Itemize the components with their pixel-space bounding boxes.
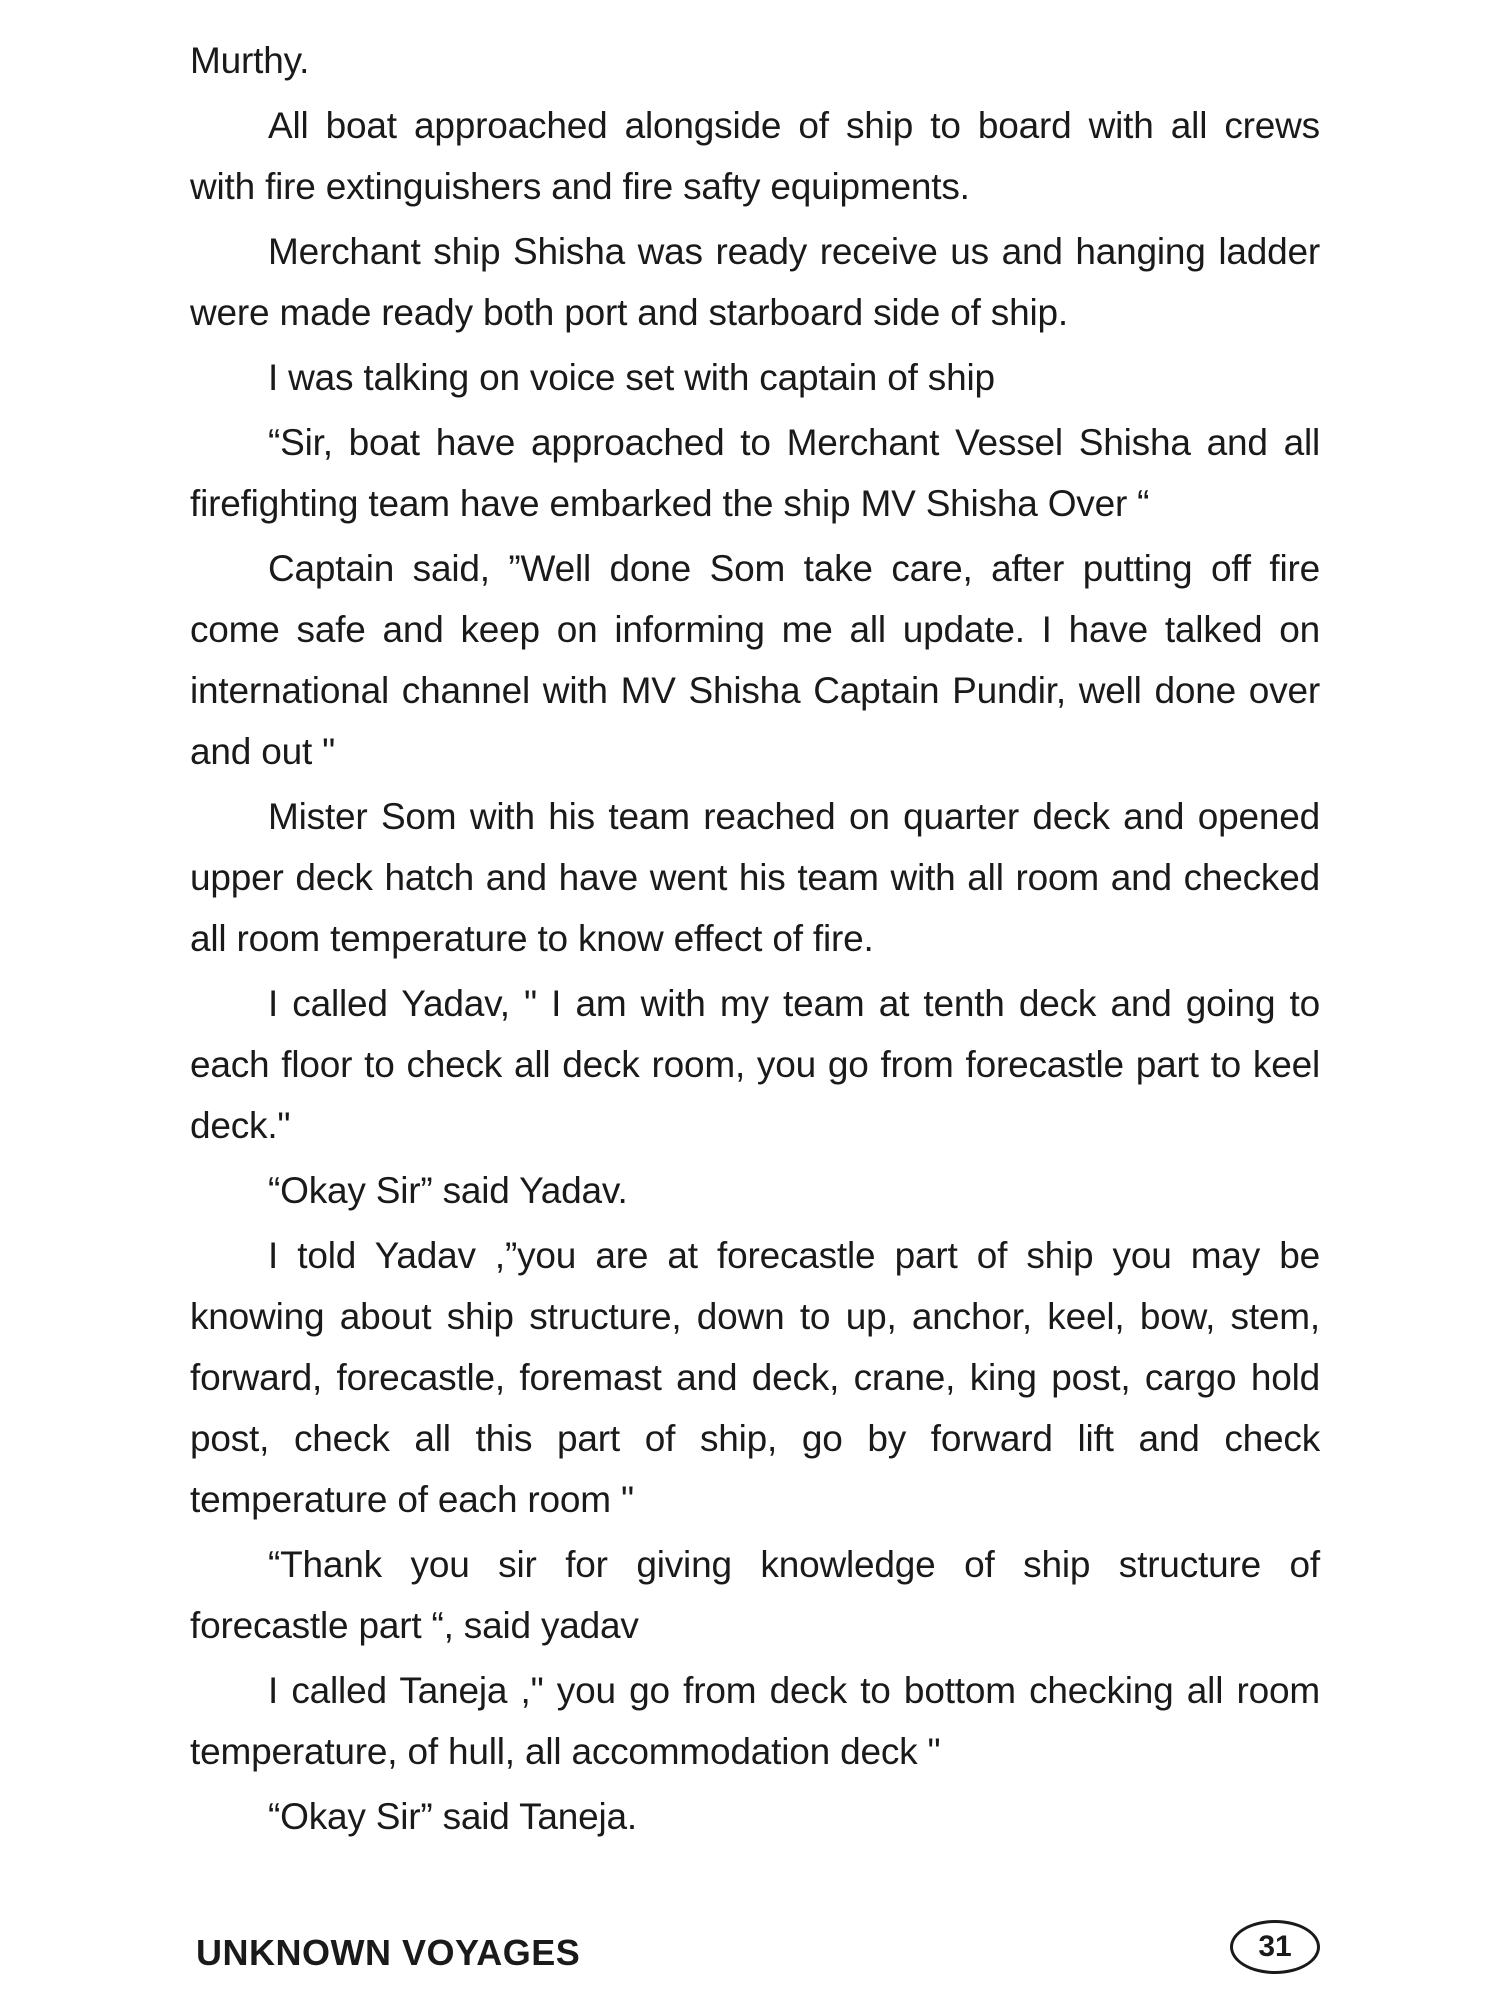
paragraph-2: All boat approached alongside of ship to board with all crews with fire extinguishers and fire safty equipments.	[190, 105, 1320, 207]
paragraph-4: I was talking on voice set with captain of ship	[268, 357, 995, 398]
paragraph-1: Murthy.	[190, 40, 310, 81]
paragraph-13: “Okay Sir” said Taneja.	[268, 1796, 637, 1837]
paragraph-6: Captain said, ”Well done Som take care, after putting off fire come safe and keep on informing me all update. I have talked on international channel with MV Shisha Captain Pundir, well done over and out "	[190, 548, 1320, 772]
paragraph-3: Merchant ship Shisha was ready receive us and hanging ladder were made ready both port and starboard side of ship.	[190, 231, 1320, 333]
page-number-badge: 31	[1230, 1920, 1320, 1974]
paragraph-12: I called Taneja ," you go from deck to bottom checking all room temperature, of hull, all accommodation deck "	[190, 1670, 1320, 1772]
paragraph-8: I called Yadav, " I am with my team at tenth deck and going to each floor to check all deck room, you go from forecastle part to keel deck."	[190, 983, 1320, 1146]
paragraph-5: “Sir, boat have approached to Merchant Vessel Shisha and all firefighting team have embarked the ship MV Shisha Over “	[190, 422, 1320, 524]
paragraph-9: “Okay Sir” said Yadav.	[268, 1170, 628, 1211]
page-footer	[196, 1920, 1320, 1980]
page-body	[190, 30, 1320, 1851]
book-title: UNKNOWN VOYAGES	[196, 1932, 581, 1973]
paragraph-11: “Thank you sir for giving knowledge of ship structure of forecastle part “, said yadav	[190, 1544, 1320, 1646]
paragraph-10: I told Yadav ,”you are at forecastle part of ship you may be knowing about ship structure, down to up, anchor, keel, bow, stem, forward, forecastle, foremast and deck, crane, king post, cargo hold post, check all this part of ship, go by forward lift and check temperature of each room "	[190, 1235, 1320, 1520]
paragraph-7: Mister Som with his team reached on quarter deck and opened upper deck hatch and have went his team with all room and checked all room temperature to know effect of fire.	[190, 796, 1320, 959]
